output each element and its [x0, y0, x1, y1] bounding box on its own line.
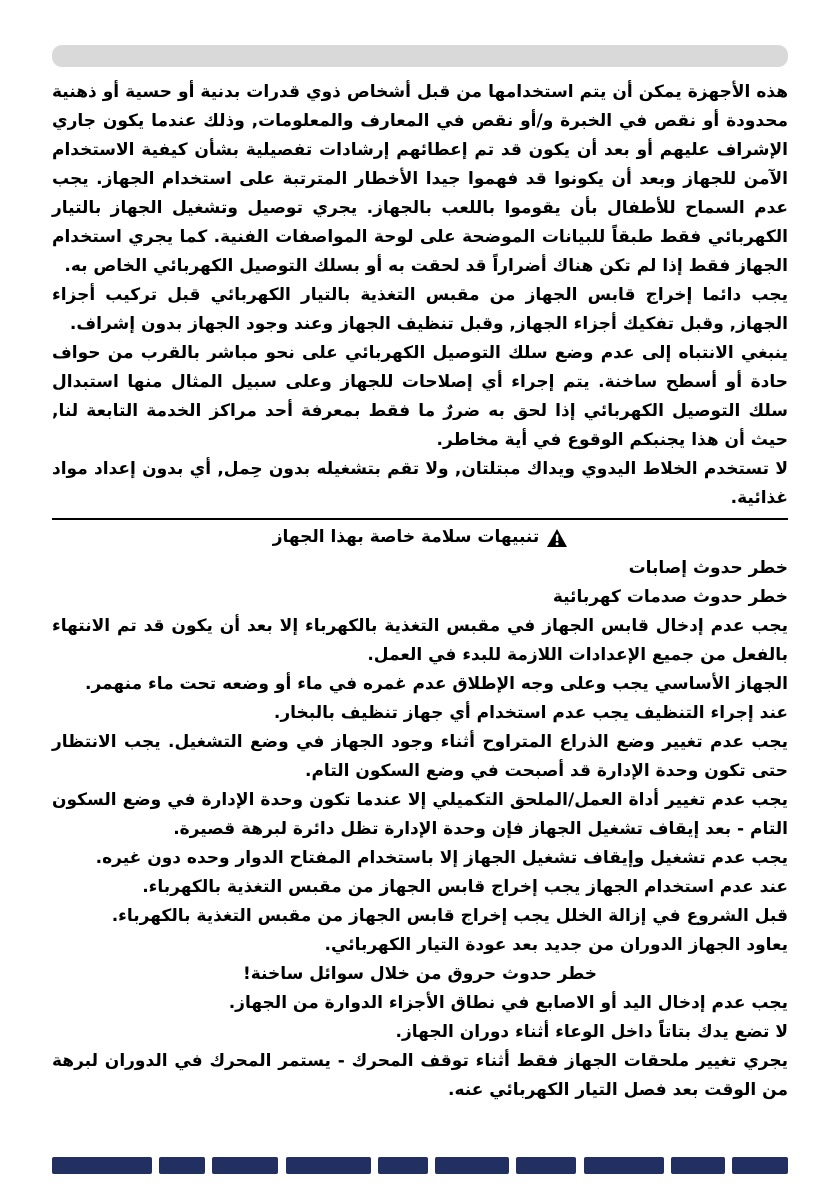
- footer-redacted-segment: [378, 1157, 428, 1174]
- page-content: [52, 78, 788, 1105]
- warning-triangle-icon: [547, 529, 567, 547]
- safety-paragraph: يجب عدم إدخال اليد أو الاصابع في نطاق الأجزاء الدوارة من الجهاز.: [228, 993, 788, 1013]
- header-redacted-bar: [52, 45, 788, 67]
- footer-redacted-segment: [516, 1157, 576, 1174]
- footer-redacted-segment: [159, 1157, 205, 1174]
- footer-redacted-segment: [212, 1157, 278, 1174]
- footer-redacted-segment: [286, 1157, 371, 1174]
- footer-redacted-segment: [52, 1157, 152, 1174]
- safety-paragraph: يعاود الجهاز الدوران من جديد بعد عودة التيار الكهربائي.: [324, 935, 788, 955]
- safety-paragraph: الجهاز الأساسي يجب وعلى وجه الإطلاق عدم غمره في ماء أو وضعه تحت ماء منهمر.: [85, 674, 788, 694]
- intro-paragraph: ينبغي الانتباه إلى عدم وضع سلك التوصيل الكهربائي على نحو مباشر بالقرب من حواف حادة أو أسطح ساخنة. يتم إجراء أي إصلاحات للجهاز وعلى سبيل المثال منها استبدال سلك التوصيل الكهربائي إذا لحق به ضررٌ ما فقط بمعرفة أحد مراكز الخدمة التابعة لنا, حيث أن هذا يجنبكم الوقوع في أية مخاطر.: [52, 343, 788, 450]
- intro-paragraph: هذه الأجهزة يمكن أن يتم استخدامها من قبل أشخاص ذوي قدرات بدنية أو حسية أو ذهنية محدودة أو نقص في الخبرة و/أو نقص في المعارف والمعلومات, وذلك عندما يكون جاري الإشراف عليهم أو بعد أن يكون قد تم إعطائهم إرشادات تفصيلية بشأن كيفية الاستخدام الآمن للجهاز وبعد أن يكونوا قد فهموا جيدا الأخطار المترتبة على استخدام الجهاز. يجب عدم السماح للأطفال بأن يقوموا باللعب بالجهاز. يجري توصيل وتشغيل الجهاز بالتيار الكهربائي فقط طبقاً للبيانات الموضحة على لوحة المواصفات الفنية. كما يجري استخدام الجهاز فقط إذا لم تكن هناك أضراراً قد لحقت به أو بسلك التوصيل الكهربائي الخاص به.: [52, 82, 788, 276]
- intro-paragraph: لا تستخدم الخلاط اليدوي ويداك مبتلتان, ولا تقم بتشغيله بدون حِمل, أي بدون إعداد مواد غذائية.: [52, 459, 788, 508]
- footer-redacted-segment: [732, 1157, 788, 1174]
- safety-paragraph: قبل الشروع في إزالة الخلل يجب إخراج قابس الجهاز من مقبس التغذية بالكهرباء.: [111, 906, 788, 926]
- section-heading-text: تنبيهات سلامة خاصة بهذا الجهاز: [272, 527, 540, 547]
- safety-paragraph: لا تضع يدك بتاتاً داخل الوعاء أثناء دوران الجهاز.: [395, 1022, 788, 1042]
- safety-paragraph: يجري تغيير ملحقات الجهاز فقط أثناء توقف المحرك - يستمر المحرك في الدوران لبرهة من الوقت بعد فصل التيار الكهربائي عنه.: [52, 1051, 788, 1100]
- safety-paragraph: يجب عدم تغيير وضع الذراع المتراوح أثناء وجود الجهاز في وضع التشغيل. يجب الانتظار حتى تكون وحدة الإدارة قد أصبحت في وضع السكون التام.: [52, 732, 788, 781]
- safety-paragraph: يجب عدم تغيير أداة العمل/الملحق التكميلي إلا عندما تكون وحدة الإدارة في وضع السكون التام - بعد إيقاف تشغيل الجهاز فإن وحدة الإدارة تظل دائرة لبرهة قصيرة.: [52, 790, 788, 839]
- footer-redacted-segment: [584, 1157, 664, 1174]
- safety-paragraph: يجب عدم إدخال قابس الجهاز في مقبس التغذية بالكهرباء إلا بعد أن يكون قد تم الانتهاء بالفعل من جميع الإعدادات اللازمة للبدء في العمل.: [52, 616, 788, 665]
- footer-redacted-segment: [671, 1157, 725, 1174]
- danger-heading-injury: خطر حدوث إصابات: [628, 558, 788, 578]
- danger-heading-electric-shock: خطر حدوث صدمات كهربائية: [552, 587, 788, 607]
- safety-paragraph: عند عدم استخدام الجهاز يجب إخراج قابس الجهاز من مقبس التغذية بالكهرباء.: [142, 877, 788, 897]
- intro-paragraph: يجب دائما إخراج قابس الجهاز من مقبس التغذية بالتيار الكهربائي قبل تركيب أجزاء الجهاز, وقبل تفكيك أجزاء الجهاز, وقبل تنظيف الجهاز وعند وجود الجهاز بدون إشراف.: [52, 285, 788, 334]
- safety-paragraph: عند إجراء التنظيف يجب عدم استخدام أي جهاز تنظيف بالبخار.: [273, 703, 788, 723]
- footer-redacted-bar: [52, 1157, 788, 1174]
- danger-heading-burns: خطر حدوث حروق من خلال سوائل ساخنة!: [242, 964, 598, 984]
- footer-redacted-segment: [435, 1157, 509, 1174]
- safety-paragraph: يجب عدم تشغيل وإيقاف تشغيل الجهاز إلا باستخدام المفتاح الدوار وحده دون غيره.: [95, 848, 788, 868]
- section-divider: [52, 518, 788, 520]
- section-heading: [52, 523, 788, 552]
